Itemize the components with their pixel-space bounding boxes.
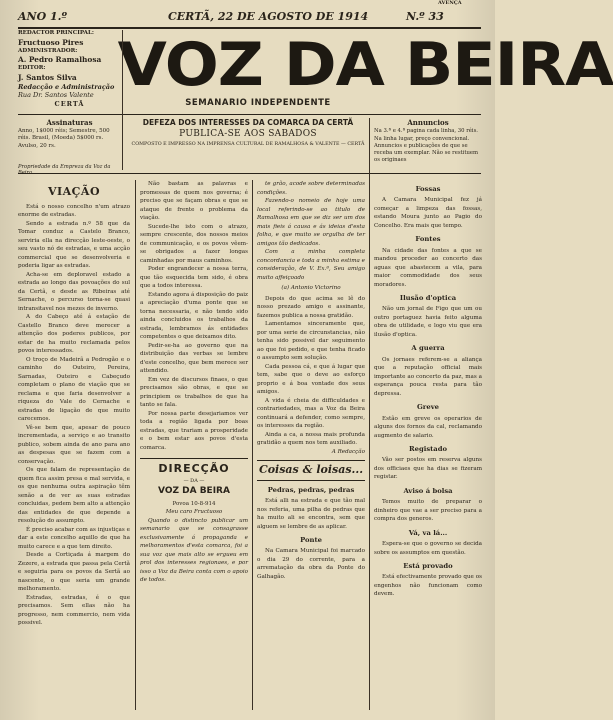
section-text: Espera-se que o governo se decida sobre os assumptos em questão. [374,541,482,556]
section-heading: Ilusão d'optica [399,294,457,303]
credit-name: A. Pedro Ramalhosa [18,55,102,65]
header-rule [18,27,481,29]
viacao-heading: VIAÇÃO [47,185,101,198]
section-text: Está efectivamente provado que os engenhos não funcionam como devem. [374,574,482,598]
column-three [257,180,365,710]
column-viacao [18,180,130,710]
column-four [374,180,482,710]
article-paragraph: Acha-se em deploravel estado a estrada ao longo das povoações do sul da Certã, e desde as Ribeiras até Sernache, o percurso torna-se quasi intransitavel nos mezes de inverno. [18,271,130,312]
masthead-credits [18,30,121,109]
section-text: Não um jornal de Figo que um ou outro portaguez havia feito alguma obra de utilidade, e logo viu que era ilusão d'optica. [374,306,482,338]
section-text: A Camara Municipal fez já começar a limpeza das fossas, estando Moura junto ao Pagio do Concelho. Era mais que tempo. [374,197,482,229]
credit-name: J. Santos Silva [18,72,77,82]
column-divider [369,118,370,710]
article-paragraph: Poder engrandecer a nossa terra, que tão esquecida tem sido, é obra que a todos interessa. [140,266,248,289]
article-paragraph: O troço de Madeirã a Pedrogão e o caminho do Outeiro, Pereira, Sarnadas, Outeiro e Cabeçudo completam o plano de viação que se reclama e que faria desenvolver a riqueza do Vale do Cernache e estradas de ligação de que muito carecemos. [18,356,130,423]
propriedade-note: Propriedade da Empreza da Voz da [18,164,111,170]
info-banner [18,118,368,164]
direccao-title: DIRECÇÃO [158,462,230,475]
section-heading: Fontes [415,235,441,244]
column-divider [252,180,253,710]
redaccao-signature: A Redacção [331,448,365,455]
section-text: Os jornaes referem-se a aliança que a reputação official mais importante ao concerto da paz, mas a esperança pouca resta para tão depressa. [374,356,482,397]
column-divider [135,180,136,710]
credit-label: REDACTOR PRINCIPAL: [18,30,94,36]
issue-year: ANO 1.º [18,10,67,23]
section-text: Temos muito de preparar o dinheiro que vae a ser preciso para a compra dos generos. [374,499,482,523]
banner-rule [18,173,481,174]
ponte-text: Na Camara Municipal foi marcado o dia 29 do corrente, para a arrematação da obra da Ponte do Galhagão. [257,548,365,580]
section-heading: Está provado [403,562,453,571]
banner-defeza: DEFEZA DOS INTERESSES DA COMARCA DA CERTÃ [142,118,354,127]
ponte-heading: Ponte [300,536,322,545]
article-paragraph: Cada pessoa cá, e que á lugar que tem, sabe que o deve ao esforço proprio e á boa vontade dos seus amigos. [257,363,365,395]
issue-date: CERTÃ, 22 DE AGOSTO DE 1914 [168,10,369,23]
assinaturas-title: Assinaturas [46,118,93,127]
anuncios-text: Na 3.ª e 4.ª pagina cada linha, 30 réis. Na linha lugar, preço convencional. Annuncios e publicações de que se receba um exemplar. Não se restituem os originaes [374,128,479,163]
redaccao-label: Redacção e Administração [18,82,115,91]
letter-paragraph: Com a minha completa concordancia e toda a minha estima e consideração, de V. Ex.ª, Seu amigo muito affeiçoado [257,249,365,281]
article-paragraph: Sendo a estrada n.º 58 que da Tomar conduz a Castelo Branco, serviria ella na direcção leste-oeste, o seu vasto nó de estradas, e uma acção commercial que se desenvolveria e poderia ligar as estradas. [18,220,130,270]
article-paragraph: Os que falam de representação de quem fica assim presa e mal servida, e os que nenhuma outra aspiração têm senão a de ver as suas estradas concluidas, pedem bem alto a attenção das entidades de que depende a resolução do assumpto. [18,467,130,525]
anuncios-box [374,118,482,164]
section-heading: Greve [417,403,439,412]
issue-number: N.º 33 [406,10,444,23]
column-two [140,180,248,710]
article-paragraph: Por nossa parte desejariamos ver toda a região ligada por boas estradas, que trariam a prosperidade e o bem estar aos povos d'esta comarca. [140,410,248,451]
redaccao-address: Rua Dr. Santos Valente [18,91,94,100]
direccao-date: Povoa 10-8-914 [172,500,216,507]
article-paragraph: Ainda a ca, a nossa mais profunda gratidão a quem nos tem auxiliado. [257,431,365,446]
direccao-block [140,458,248,517]
anuncios-title: Annuncios [407,118,449,127]
section-heading: A guerra [411,344,445,353]
article-paragraph: Lamentamos sinceramente que, por uma serie de circunstancias, não tenha sido possivel dar seguimento ao que foi pedido, e que tenha ficado o assumpto sem solução. [257,321,365,361]
article-paragraph: A do Cabeço até á estação de Castello Branco deve merecer a attenção dos poderes publicos, por estar de ha muito reclamada pelos povos interessados. [18,314,130,355]
corner-note: AVENÇA [438,0,462,6]
section-text: Vão ser postos em reserva alguns dos officiaes que ha dias se fizeram registar. [374,457,482,481]
article-paragraph: A vida é cheia de difficuldades e contrariedades, mas a Voz da Beira continuará a defender, como sempre, os interesses da região. [257,397,365,429]
column-divider [122,30,123,170]
credit-name: Fructuoso Pires [18,37,84,47]
article-paragraph: Estando agora á disposição do paiz a apreciação d'uma ponte que se torna necessaria, e não tendo sido ainda concluidos os trabalhos da estrada, lembramos ás entidades competentes o que deixamos dito. [140,291,248,340]
direccao-letter: Quando o distincto publicar um semanario que se consagrasse exclusivamente á propaganda e melhoramentos d'esta comarca, foi a sua voz que mais alto se ergueu em prol dos interesses regionaes, e por isso a Voz da Beira conta com o apoio de todos. [140,517,248,584]
coisas-title: Coisas & loisas... [258,463,364,476]
issue-line [18,0,483,26]
article-paragraph: Em vez de discursos finaes, o que precisamos são obras, e que se principiem os trabalhos de que ha tanto se fala. [140,376,248,408]
credit-label: EDITOR: [18,65,46,72]
pedras-text: Está alli na estrada e que tão mal nos referia, uma pilha de pedras que ha muito ali se encontra, sem que alguem se lembre de as aplicar. [257,498,365,530]
letter-paragraph: Fazendo-o nomeio de hoje uma local referindo-se ao titulo de Ramalhosa em que se diz ser um dos mais fieis á causa e ás ideias d'esta folha, e que muito se orgulha de ter amigos tão dedicados. [257,198,365,247]
article-paragraph: Pedir-se-ha ao governo que na distribuição das verbas se lembre d'este concelho, que bem merece ser attendido. [140,342,248,374]
section-text: Estão em greve os operarios de alguns dos fornos da cal, reclamando augmento de salario. [374,415,482,439]
article-paragraph: É preciso acabar com as injustiças e dar a este concelho aquillo de que ha muito carece e a que tem direito. [18,526,130,550]
section-heading: Aviso á bolsa [403,486,453,495]
section-text: Na cidade das fontes a que se mandou proceder ao concerto das aguas que abastecem a vila, para maior commodidade dos seus moradores. [374,247,482,288]
coisas-section-header [257,460,365,481]
direccao-name: VOZ DA BEIRA [158,486,230,497]
article-paragraph: Não bastam as palavras e promessas de quem nos governa; é preciso que se façam obras e que se ataque de frente o problema da viação. [140,181,248,221]
article-paragraph: Está o nosso concelho n'um atrazo enorme de estradas. [18,203,130,219]
article-paragraph: Desde a Cortiçada á margem do Zezere, a estrada que passa pela Certã e seguiria para os povos da Sertã ao nascente, o que seria um grande melhoramento. [18,552,130,593]
banner-imprensa: COMPOSTO E IMPRESSO NA IMPRENSA CULTURAL DE RAMALHOSA & VALENTE — CERTÃ [131,142,365,148]
direccao-rule [140,458,248,459]
article-paragraph: Depois do que acima se lê do nosso prezado amigo e assinante, fazemos publica a nossa gratidão. [257,295,365,319]
direccao-of: — DA — [183,477,205,484]
article-paragraph: Sucede-lhe isto com o atrazo, sempre crescente, dos nossos meios de communicação, e os povos vêem-se obrigados a fazer longas caminhadas por maus caminhos. [140,223,248,264]
town-name: CERTÃ [54,100,85,109]
credit-label: ADMINISTRADOR: [18,47,78,54]
letter-signature: (a) Antonio Victorino [281,285,341,291]
article-paragraph: Estradas, estradas, é o que precisamos. Sem ellas não ha progresso, nem commercio, nem vida possivel. [18,594,130,627]
banner-center [128,118,368,149]
banner-publica: PUBLICA-SE AOS SABADOS [179,128,317,139]
assinaturas-text: Anno, 1$000 réis; Semestre, 500 réis. Brasil, (Moeda) 5$000 rs. Avulso, 20 rs. [18,128,110,149]
letter-paragraph: te grão, acode sobre determinadas condições. [257,181,365,196]
section-heading: Registado [409,445,447,454]
section-heading: Fossas [415,185,441,193]
article-paragraph: Vê-se bem que, apesar de pouco incrementada, a serviço e ao transito publico, sobem ainda de ano para ano as despesas que se fazem com a conservação. [18,424,130,465]
direccao-salutation: Meu caro Fructuoso [165,509,223,516]
newspaper-subtitle: SEMANARIO INDEPENDENTE [185,98,331,108]
masthead-rule [18,114,481,115]
section-heading: Vá, va lá... [408,528,448,537]
newspaper-title: VOZ DA BEIRA [117,30,613,100]
pedras-heading: Pedras, pedras, pedras [267,485,355,494]
